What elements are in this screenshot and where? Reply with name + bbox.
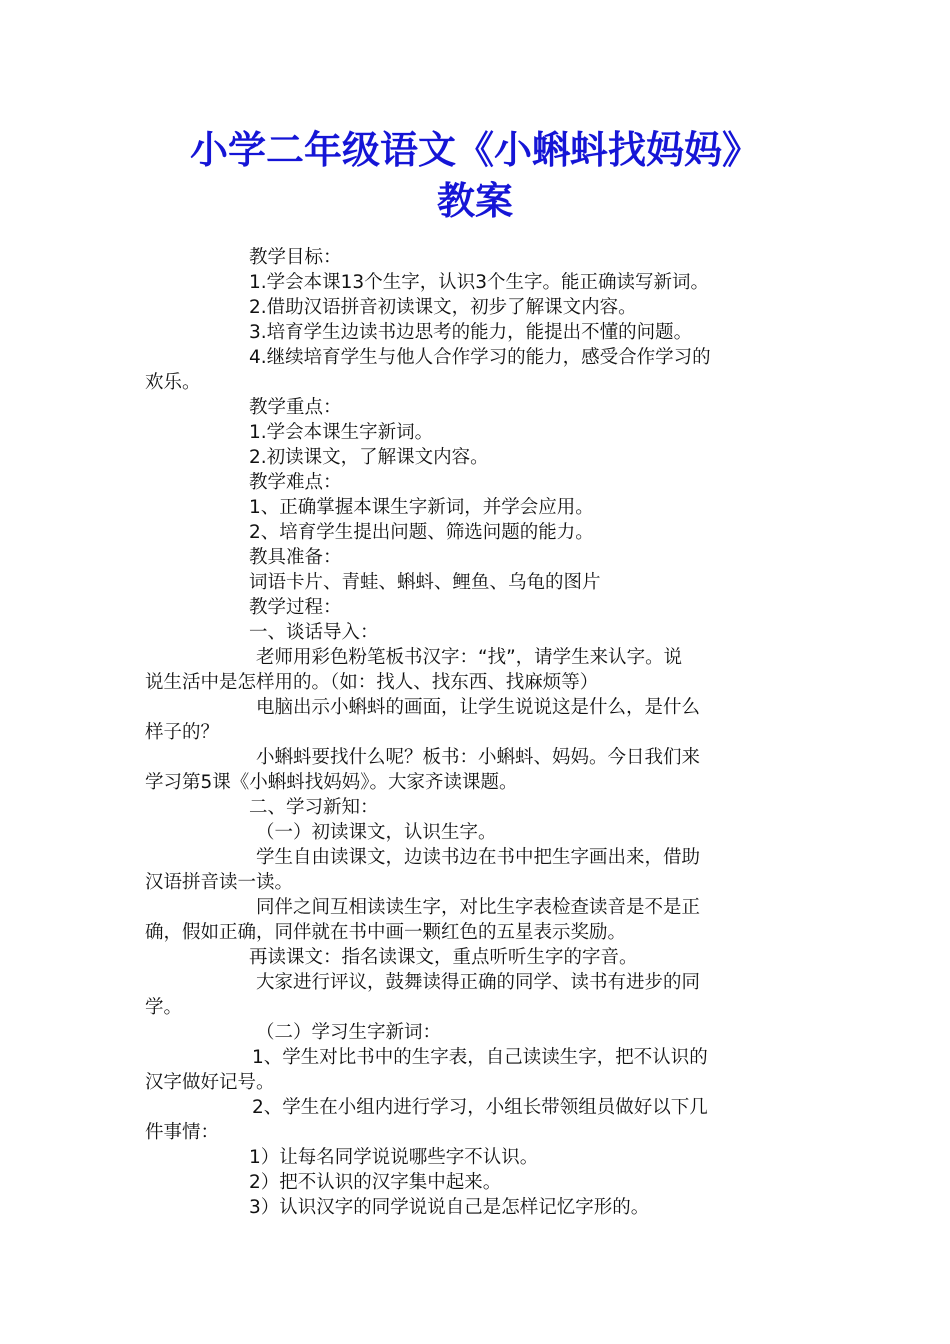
paragraph-line: 学习第5课《小蝌蚪找妈妈》。大家齐读课题。 [145,772,518,793]
paragraph-line: 1）让每名同学说说哪些字不认识。 [249,1147,539,1168]
paragraph-line: 学生自由读课文，边读书边在书中把生字画出来，借助 [256,847,701,868]
paragraph-line: 说生活中是怎样用的。（如：找人、找东西、找麻烦等） [145,672,599,693]
paragraph-line: 欢乐。 [145,372,201,393]
paragraph-line: 3.培育学生边读书边思考的能力，能提出不懂的问题。 [249,322,693,343]
paragraph-line: 教学目标： [249,247,342,268]
document-body [145,245,810,1220]
paragraph-line: 小蝌蚪要找什么呢？板书：小蝌蚪、妈妈。今日我们来 [256,747,701,768]
paragraph-line: 词语卡片、青蛙、蝌蚪、鲤鱼、乌龟的图片 [249,572,601,593]
paragraph-line: 教学难点： [249,472,342,493]
paragraph-line: 1.学会本课生字新词。 [249,422,434,443]
paragraph-line: 2）把不认识的汉字集中起来。 [249,1172,502,1193]
paragraph-line: 汉字做好记号。 [145,1072,275,1093]
paragraph-line: 1、正确掌握本课生字新词，并学会应用。 [249,497,594,518]
paragraph-line: 2.初读课文，了解课文内容。 [249,447,489,468]
paragraph-line: 电脑出示小蝌蚪的画面，让学生说说这是什么，是什么 [256,697,701,718]
paragraph-line: 再读课文：指名读课文，重点听听生字的字音。 [249,947,638,968]
paragraph-line: 二、学习新知： [249,797,379,818]
paragraph-line: 老师用彩色粉笔板书汉字：“找”，请学生来认字。说 [256,647,683,668]
paragraph-line: 汉语拼音读一读。 [145,872,294,893]
paragraph-line: 确，假如正确，同伴就在书中画一颗红色的五星表示奖励。 [145,922,627,943]
paragraph-line: （二）学习生字新词： [256,1022,442,1043]
paragraph-line: 1、学生对比书中的生字表，自己读读生字，把不认识的 [252,1047,708,1068]
paragraph-line: 4.继续培育学生与他人合作学习的能力，感受合作学习的 [249,347,711,368]
paragraph-line: 2、培育学生提出问题、筛选问题的能力。 [249,522,594,543]
paragraph-line: 同伴之间互相读读生字，对比生字表检查读音是不是正 [256,897,701,918]
paragraph-line: 1.学会本课13个生字，认识3个生字。能正确读写新词。 [249,272,709,293]
paragraph-line: 大家进行评议，鼓舞读得正确的同学、读书有进步的同 [256,972,701,993]
paragraph-line: 3）认识汉字的同学说说自己是怎样记忆字形的。 [249,1197,650,1218]
paragraph-line: 件事情： [145,1122,220,1143]
document-title-line-2: 教案 [436,179,513,223]
paragraph-line: 一、谈话导入： [249,622,379,643]
paragraph-line: （一）初读课文，认识生字。 [256,822,497,843]
document-title-line-1: 小学二年级语文《小蝌蚪找妈妈》 [189,128,760,172]
paragraph-line: 样子的？ [145,722,220,743]
paragraph-line: 教学重点： [249,397,342,418]
paragraph-line: 学。 [145,997,183,1018]
paragraph-line: 教学过程： [249,597,342,618]
paragraph-line: 2、学生在小组内进行学习，小组长带领组员做好以下几 [252,1097,708,1118]
paragraph-line: 2.借助汉语拼音初读课文，初步了解课文内容。 [249,297,637,318]
paragraph-line: 教具准备： [249,547,342,568]
